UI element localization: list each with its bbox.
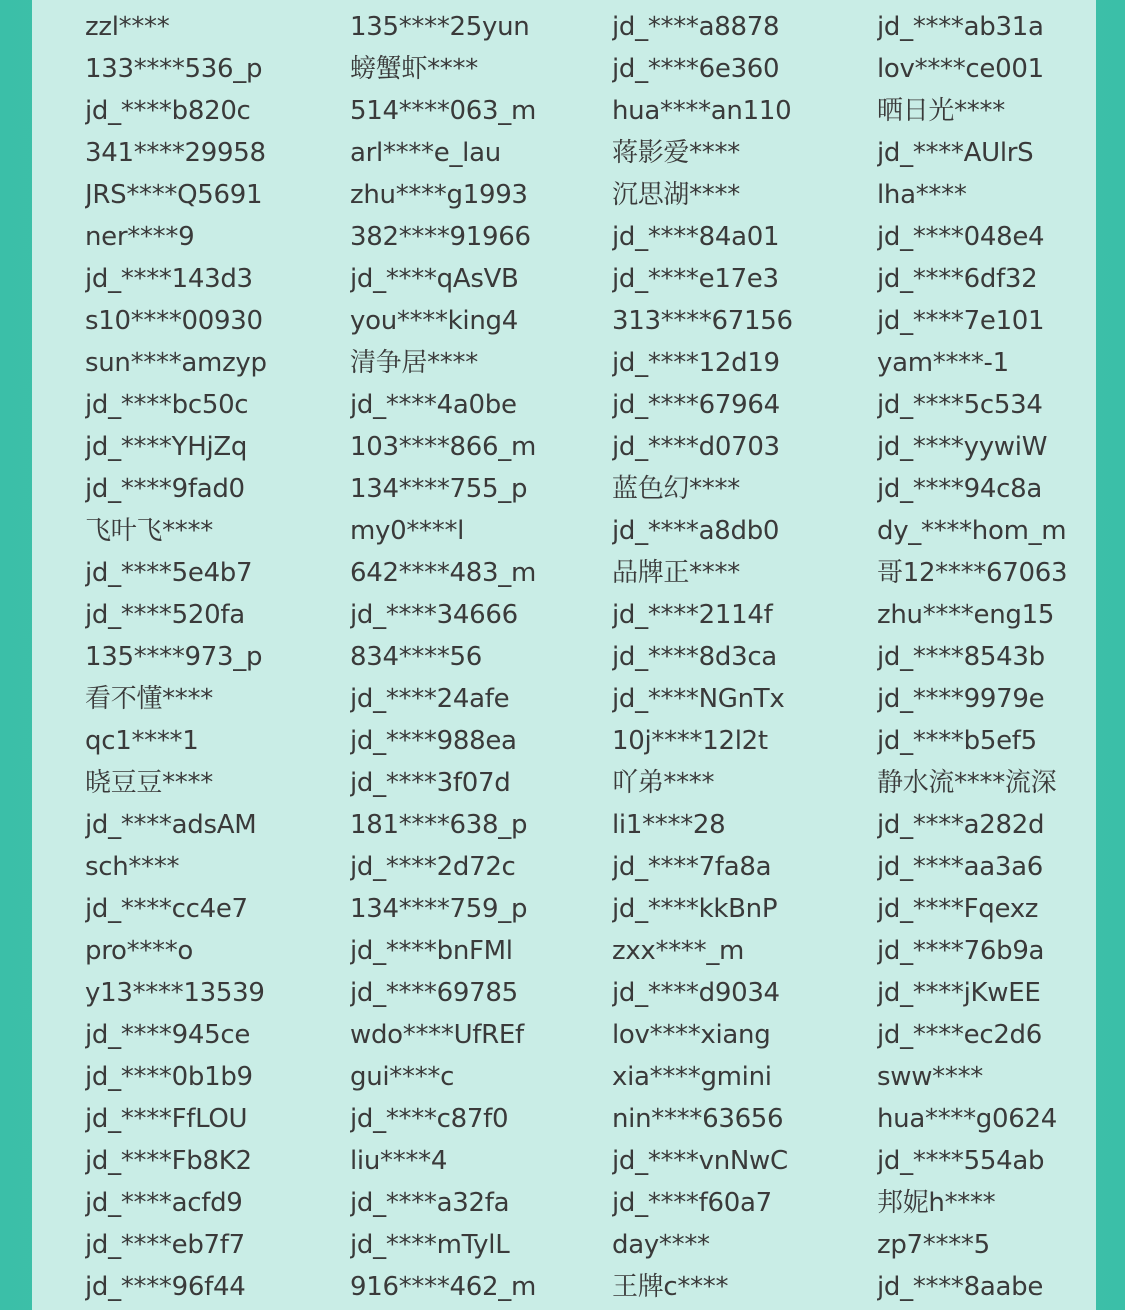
winner-name: pro****o — [85, 936, 194, 966]
winner-name: jd_****a282d — [877, 810, 1045, 840]
winner-name: lov****xiang — [612, 1020, 771, 1050]
winner-name: jd_****ab31a — [877, 12, 1044, 42]
winner-name: jd_****d0703 — [612, 432, 780, 462]
winner-name: jd_****988ea — [350, 726, 517, 756]
winner-name: hua****an110 — [612, 96, 792, 126]
winner-name: jd_****2d72c — [350, 852, 516, 882]
winner-name: jd_****12d19 — [612, 348, 780, 378]
winner-name: jd_****a8db0 — [612, 516, 780, 546]
winner-name: ner****9 — [85, 222, 195, 252]
winner-name: jd_****NGnTx — [612, 684, 785, 714]
winner-name: jd_****143d3 — [85, 264, 253, 294]
winner-name: zxx****_m — [612, 936, 745, 966]
winner-name: y13****13539 — [85, 978, 265, 1008]
winner-name: zhu****eng15 — [877, 600, 1055, 630]
winner-name: 王牌c**** — [612, 1272, 729, 1302]
winner-name: 135****973_p — [85, 642, 263, 672]
winner-name: jd_****945ce — [85, 1020, 251, 1050]
winner-name: hua****g0624 — [877, 1104, 1057, 1134]
winner-name: nin****63656 — [612, 1104, 784, 1134]
winner-name: jd_****24afe — [350, 684, 510, 714]
winner-name: 蒋影爱**** — [612, 138, 740, 168]
winner-name: jd_****adsAM — [85, 810, 257, 840]
winner-name: jd_****FfLOU — [85, 1104, 248, 1134]
winner-name: 晒日光**** — [877, 96, 1005, 126]
winner-name: 382****91966 — [350, 222, 531, 252]
winner-name: zhu****g1993 — [350, 180, 528, 210]
winner-name: wdo****UfREf — [350, 1020, 524, 1050]
winner-name: 134****759_p — [350, 894, 528, 924]
winner-name: arl****e_lau — [350, 138, 501, 168]
winner-name: jd_****a8878 — [612, 12, 780, 42]
winner-name: jd_****Fb8K2 — [85, 1146, 252, 1176]
winner-name: 341****29958 — [85, 138, 266, 168]
winner-name: 沉思湖**** — [612, 180, 740, 210]
winner-name: my0****l — [350, 516, 465, 546]
winner-name: jd_****3f07d — [350, 768, 511, 798]
winner-name: jd_****a32fa — [350, 1188, 510, 1218]
winner-name: yam****-1 — [877, 348, 1009, 378]
winner-name: 静水流****流深 — [877, 768, 1057, 798]
winner-name: li1****28 — [612, 810, 726, 840]
winner-name: jd_****7e101 — [877, 306, 1045, 336]
winner-name: jd_****e17e3 — [612, 264, 779, 294]
winner-name: jd_****76b9a — [877, 936, 1045, 966]
winner-name: jd_****5e4b7 — [85, 558, 253, 588]
winner-name: qc1****1 — [85, 726, 199, 756]
winner-name: jd_****048e4 — [877, 222, 1045, 252]
winner-name: jd_****vnNwC — [612, 1146, 788, 1176]
winner-name: 10j****12l2t — [612, 726, 768, 756]
winner-name: jd_****bnFMl — [350, 936, 513, 966]
winner-name: 135****25yun — [350, 12, 530, 42]
winner-name: liu****4 — [350, 1146, 448, 1176]
winner-name: jd_****b820c — [85, 96, 251, 126]
winner-name: 642****483_m — [350, 558, 536, 588]
winner-name: gui****c — [350, 1062, 455, 1092]
winner-name: 313****67156 — [612, 306, 793, 336]
winner-name: 螃蟹虾**** — [350, 54, 478, 84]
winner-name: jd_****34666 — [350, 600, 518, 630]
winner-name: jd_****96f44 — [85, 1272, 246, 1302]
winner-name: jd_****acfd9 — [85, 1188, 243, 1218]
winner-name: day**** — [612, 1230, 710, 1260]
winner-name: jd_****0b1b9 — [85, 1062, 253, 1092]
winner-name: 133****536_p — [85, 54, 263, 84]
winner-name: lha**** — [877, 180, 967, 210]
winner-name: jd_****6e360 — [612, 54, 780, 84]
winner-name: jd_****9fad0 — [85, 474, 245, 504]
winner-name: jd_****69785 — [350, 978, 518, 1008]
winner-name-grid — [85, 6, 1096, 1308]
winner-name: 看不懂**** — [85, 684, 213, 714]
winner-name: jd_****7fa8a — [612, 852, 772, 882]
winner-list-panel — [32, 0, 1096, 1310]
winner-name: jd_****YHjZq — [85, 432, 248, 462]
winner-name: jd_****4a0be — [350, 390, 517, 420]
winner-name: jd_****cc4e7 — [85, 894, 248, 924]
winner-name: jd_****8d3ca — [612, 642, 777, 672]
winner-name: jd_****84a01 — [612, 222, 780, 252]
winner-name: 103****866_m — [350, 432, 536, 462]
winner-name: sun****amzyp — [85, 348, 267, 378]
winner-name: 134****755_p — [350, 474, 528, 504]
winner-name: jd_****bc50c — [85, 390, 249, 420]
winner-name: jd_****d9034 — [612, 978, 780, 1008]
winner-name: xia****gmini — [612, 1062, 772, 1092]
winner-name: jd_****mTylL — [350, 1230, 510, 1260]
winner-name: jd_****94c8a — [877, 474, 1042, 504]
winner-name: jd_****b5ef5 — [877, 726, 1037, 756]
winner-name: jd_****67964 — [612, 390, 780, 420]
winner-name: s10****00930 — [85, 306, 263, 336]
winner-name: 834****56 — [350, 642, 483, 672]
winner-name: 邦妮h**** — [877, 1188, 996, 1218]
winner-name: jd_****aa3a6 — [877, 852, 1044, 882]
winner-name: 晓豆豆**** — [85, 768, 213, 798]
winner-name: 吖弟**** — [612, 768, 715, 798]
winner-name: dy_****hom_m — [877, 516, 1067, 546]
winner-name: 181****638_p — [350, 810, 528, 840]
winner-name: 514****063_m — [350, 96, 536, 126]
winner-name: jd_****qAsVB — [350, 264, 519, 294]
winner-name: jd_****kkBnP — [612, 894, 778, 924]
winner-name: jd_****9979e — [877, 684, 1045, 714]
winner-name: sww**** — [877, 1062, 983, 1092]
winner-name: jd_****2114f — [612, 600, 773, 630]
winner-name: jd_****8543b — [877, 642, 1045, 672]
winner-name: jd_****yywiW — [877, 432, 1048, 462]
winner-name: zp7****5 — [877, 1230, 990, 1260]
winner-name: jd_****eb7f7 — [85, 1230, 245, 1260]
winner-name: jd_****ec2d6 — [877, 1020, 1043, 1050]
winner-name: sch**** — [85, 852, 180, 882]
winner-name: 蓝色幻**** — [612, 474, 740, 504]
winner-name: jd_****c87f0 — [350, 1104, 509, 1134]
winner-name: 916****462_m — [350, 1272, 536, 1302]
winner-name: jd_****5c534 — [877, 390, 1043, 420]
winner-name: 哥12****67063 — [877, 558, 1068, 588]
winner-name: jd_****f60a7 — [612, 1188, 772, 1218]
winner-name: jd_****6df32 — [877, 264, 1038, 294]
winner-name: jd_****AUlrS — [877, 138, 1034, 168]
winner-name: jd_****jKwEE — [877, 978, 1041, 1008]
winner-name: JRS****Q5691 — [85, 180, 263, 210]
winner-name: zzl**** — [85, 12, 170, 42]
winner-name: jd_****8aabe — [877, 1272, 1044, 1302]
winner-name: 飞叶飞**** — [85, 516, 213, 546]
winner-name: jd_****520fa — [85, 600, 245, 630]
winner-name: jd_****Fqexz — [877, 894, 1039, 924]
winner-name: jd_****554ab — [877, 1146, 1045, 1176]
winner-name: lov****ce001 — [877, 54, 1044, 84]
winner-name: 品牌正**** — [612, 558, 740, 588]
winner-name: you****king4 — [350, 306, 518, 336]
winner-name: 清争居**** — [350, 348, 478, 378]
